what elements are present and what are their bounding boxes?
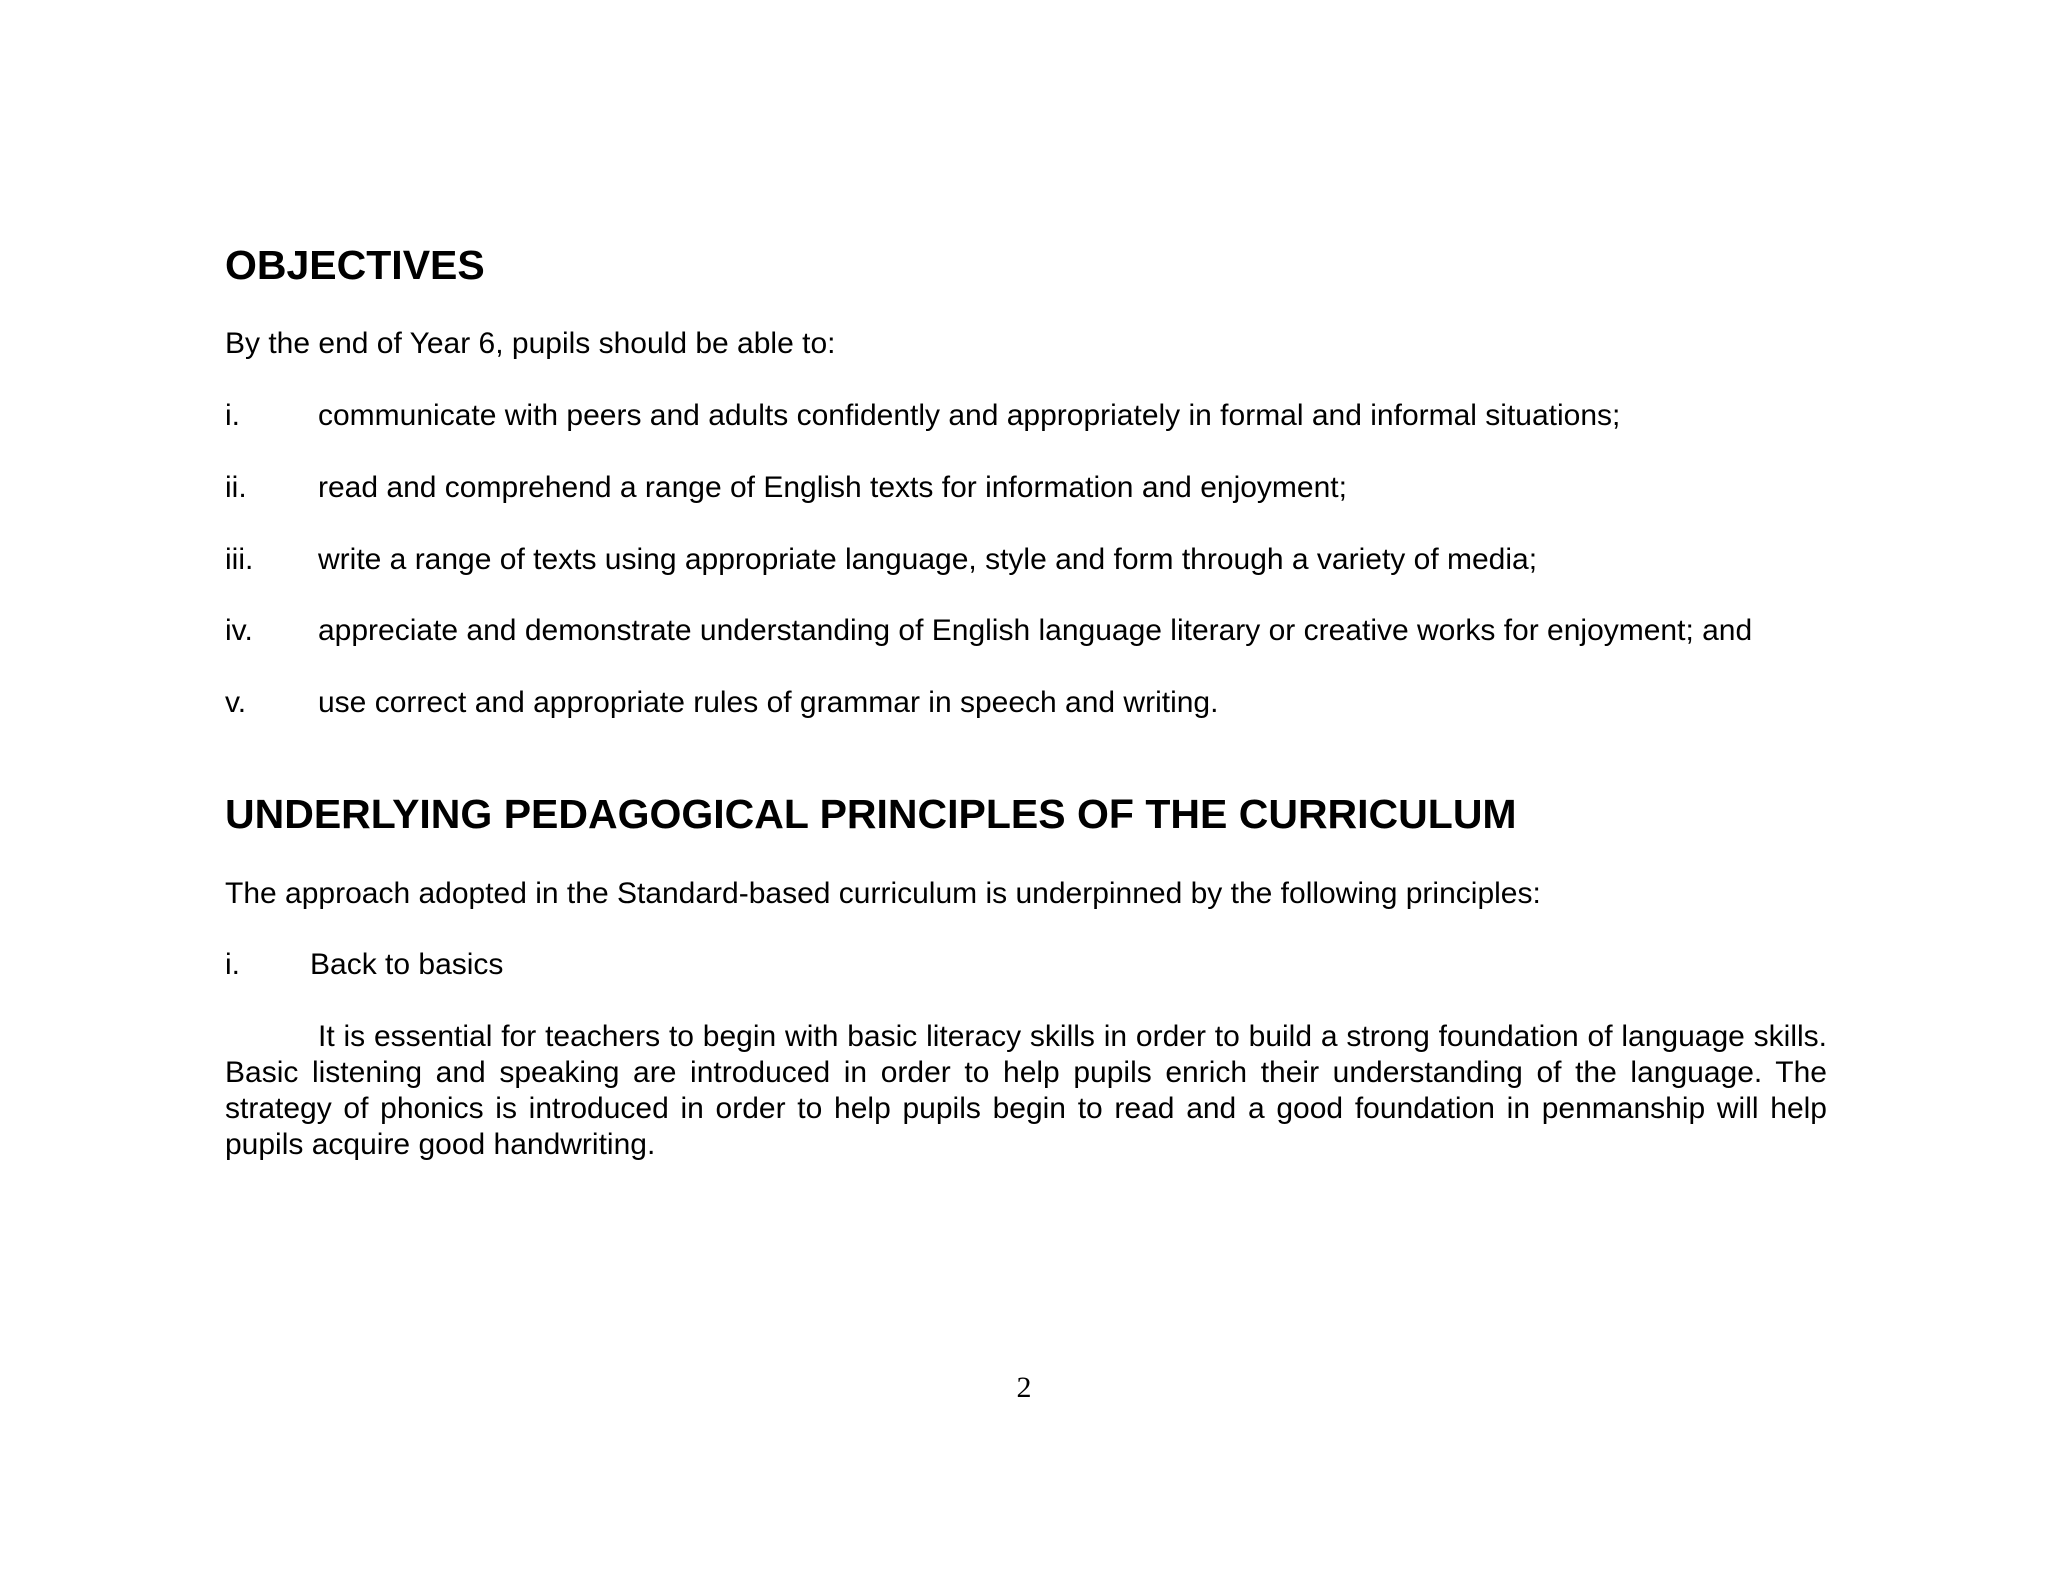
objective-text: use correct and appropriate rules of grammar in speech and writing. <box>318 686 1219 719</box>
objective-number: i. <box>225 399 240 432</box>
principles-intro: The approach adopted in the Standard-based curriculum is underpinned by the following principles: <box>225 877 1541 910</box>
objectives-intro: By the end of Year 6, pupils should be able to: <box>225 327 836 360</box>
objective-number: v. <box>225 686 247 719</box>
page-number: 2 <box>1016 1371 1032 1404</box>
objective-number: iii. <box>225 543 254 576</box>
principles-heading: UNDERLYING PEDAGOGICAL PRINCIPLES OF THE CURRICULUM <box>225 791 1517 837</box>
objective-text: read and comprehend a range of English texts for information and enjoyment; <box>318 471 1347 504</box>
objective-text: communicate with peers and adults confidently and appropriately in formal and informal situations; <box>318 399 1621 432</box>
objective-number: iv. <box>225 614 253 647</box>
objectives-heading: OBJECTIVES <box>225 242 485 288</box>
objective-text: appreciate and demonstrate understanding of English language literary or creative works for enjoyment; and <box>318 614 1753 647</box>
objective-text: write a range of texts using appropriate language, style and form through a variety of media; <box>318 543 1538 576</box>
principle-paragraph: It is essential for teachers to begin with basic literacy skills in order to build a strong foundation of language skills. Basic listening and speaking are introduced in order to help pupils enrich their understanding of the language. The strategy of phonics is introduced in order to help pupils begin to read and a good foundation in penmanship will help pupils acquire good handwriting. <box>225 1020 1827 1161</box>
principle-number: i. <box>225 948 240 981</box>
objective-number: ii. <box>225 471 247 504</box>
principle-title: Back to basics <box>310 948 504 981</box>
